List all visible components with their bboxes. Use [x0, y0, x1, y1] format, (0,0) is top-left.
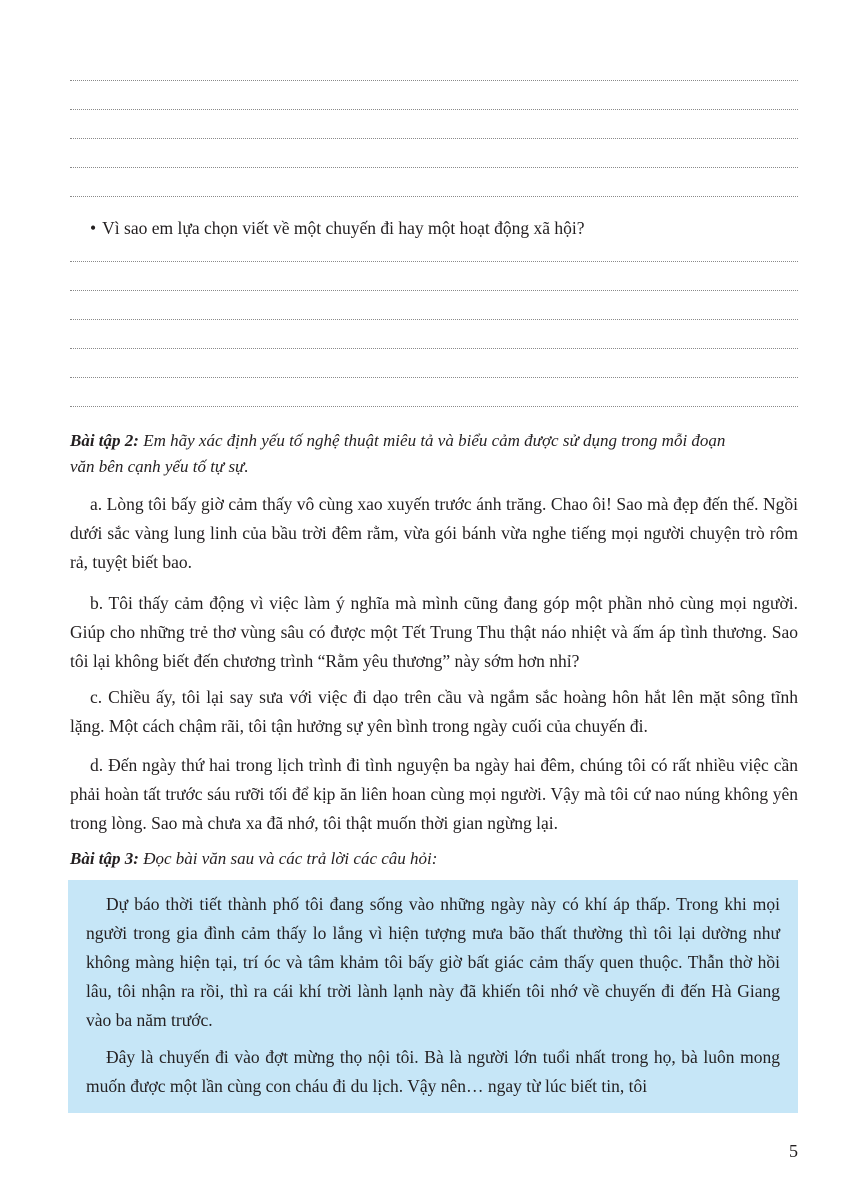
question-text: Vì sao em lựa chọn viết về một chuyến đi hay một hoạt động xã hội?: [102, 218, 585, 238]
exercise-2-instruction: Em hãy xác định yếu tố nghệ thuật miêu tả và biểu cảm được sử dụng trong mỗi đoạn: [138, 431, 726, 450]
exercise-3-instruction: Đọc bài văn sau và các trả lời các câu hỏi:: [138, 849, 438, 868]
exercise-3-label: Bài tập 3:: [70, 849, 139, 868]
answer-line: [70, 167, 798, 168]
answer-line: [70, 80, 798, 81]
passage-paragraph: Dự báo thời tiết thành phố tôi đang sống vào những ngày này có khí áp thấp. Trong khi mọi người trong gia đình cảm thấy lo lắng vì hiện tượng mưa bão thất thường thì tôi lại dường như không màng hiện tại, trí óc và tâm khảm tôi bấy giờ bất giác cảm thấy quen thuộc. Thẫn thờ hồi lâu, tôi nhận ra rồi, thì ra cái khí trời lành lạnh này đã khiến tôi nhớ về chuyến đi đến Hà Giang vào ba năm trước.: [86, 894, 780, 1030]
reading-passage-box: [68, 880, 798, 1113]
answer-line: [70, 290, 798, 291]
exercise-2-item-c: c. Chiều ấy, tôi lại say sưa với việc đi dạo trên cầu và ngắm sắc hoàng hôn hắt lên mặt sông tĩnh lặng. Một cách chậm rãi, tôi tận hưởng sự yên bình trong ngày cuối của chuyến đi.: [70, 687, 798, 736]
answer-line: [70, 109, 798, 110]
exercise-2-item-b: b. Tôi thấy cảm động vì việc làm ý nghĩa mà mình cũng đang góp một phần nhỏ cùng mọi người. Giúp cho những trẻ thơ vùng sâu có được một Tết Trung Thu thật náo nhiệt và ấm áp tình thương. Sao tôi lại không biết đến chương trình “Rằm yêu thương” này sớm hơn nhỉ?: [70, 593, 798, 671]
exercise-2-label: Bài tập 2:: [70, 431, 139, 450]
exercise-2-instruction-cont: văn bên cạnh yếu tố tự sự.: [70, 457, 249, 476]
answer-line: [70, 406, 798, 407]
page-number: 5: [789, 1141, 798, 1161]
answer-line: [70, 261, 798, 262]
question: [90, 216, 585, 240]
exercise-3-heading: [70, 846, 437, 872]
answer-line: [70, 319, 798, 320]
answer-line: [70, 348, 798, 349]
bullet-icon: •: [90, 218, 97, 238]
answer-line: [70, 377, 798, 378]
exercise-2-item-a: a. Lòng tôi bấy giờ cảm thấy vô cùng xao xuyến trước ánh trăng. Chao ôi! Sao mà đẹp đến thế. Ngồi dưới sắc vàng lung linh của bầu trời đêm rằm, vừa gói bánh vừa nghe tiếng mọi người chuyện trò rôm rả, tuyệt biết bao.: [70, 494, 798, 572]
exercise-2-heading: [70, 428, 725, 480]
passage-paragraph: Đây là chuyến đi vào đợt mừng thọ nội tôi. Bà là người lớn tuổi nhất trong họ, bà luôn mong muốn được một lần cùng con cháu đi du lịch. Vậy nên… ngay từ lúc biết tin, tôi: [86, 1047, 780, 1096]
answer-line: [70, 138, 798, 139]
answer-line: [70, 196, 798, 197]
exercise-2-item-d: d. Đến ngày thứ hai trong lịch trình đi tình nguyện ba ngày hai đêm, chúng tôi có rất nhiều việc cần phải hoàn tất trước sáu rưỡi tối để kịp ăn liên hoan cùng mọi người. Vậy mà tôi cứ nao núng không yên trong lòng. Sao mà chưa xa đã nhớ, tôi thật muốn thời gian ngừng lại.: [70, 755, 798, 833]
